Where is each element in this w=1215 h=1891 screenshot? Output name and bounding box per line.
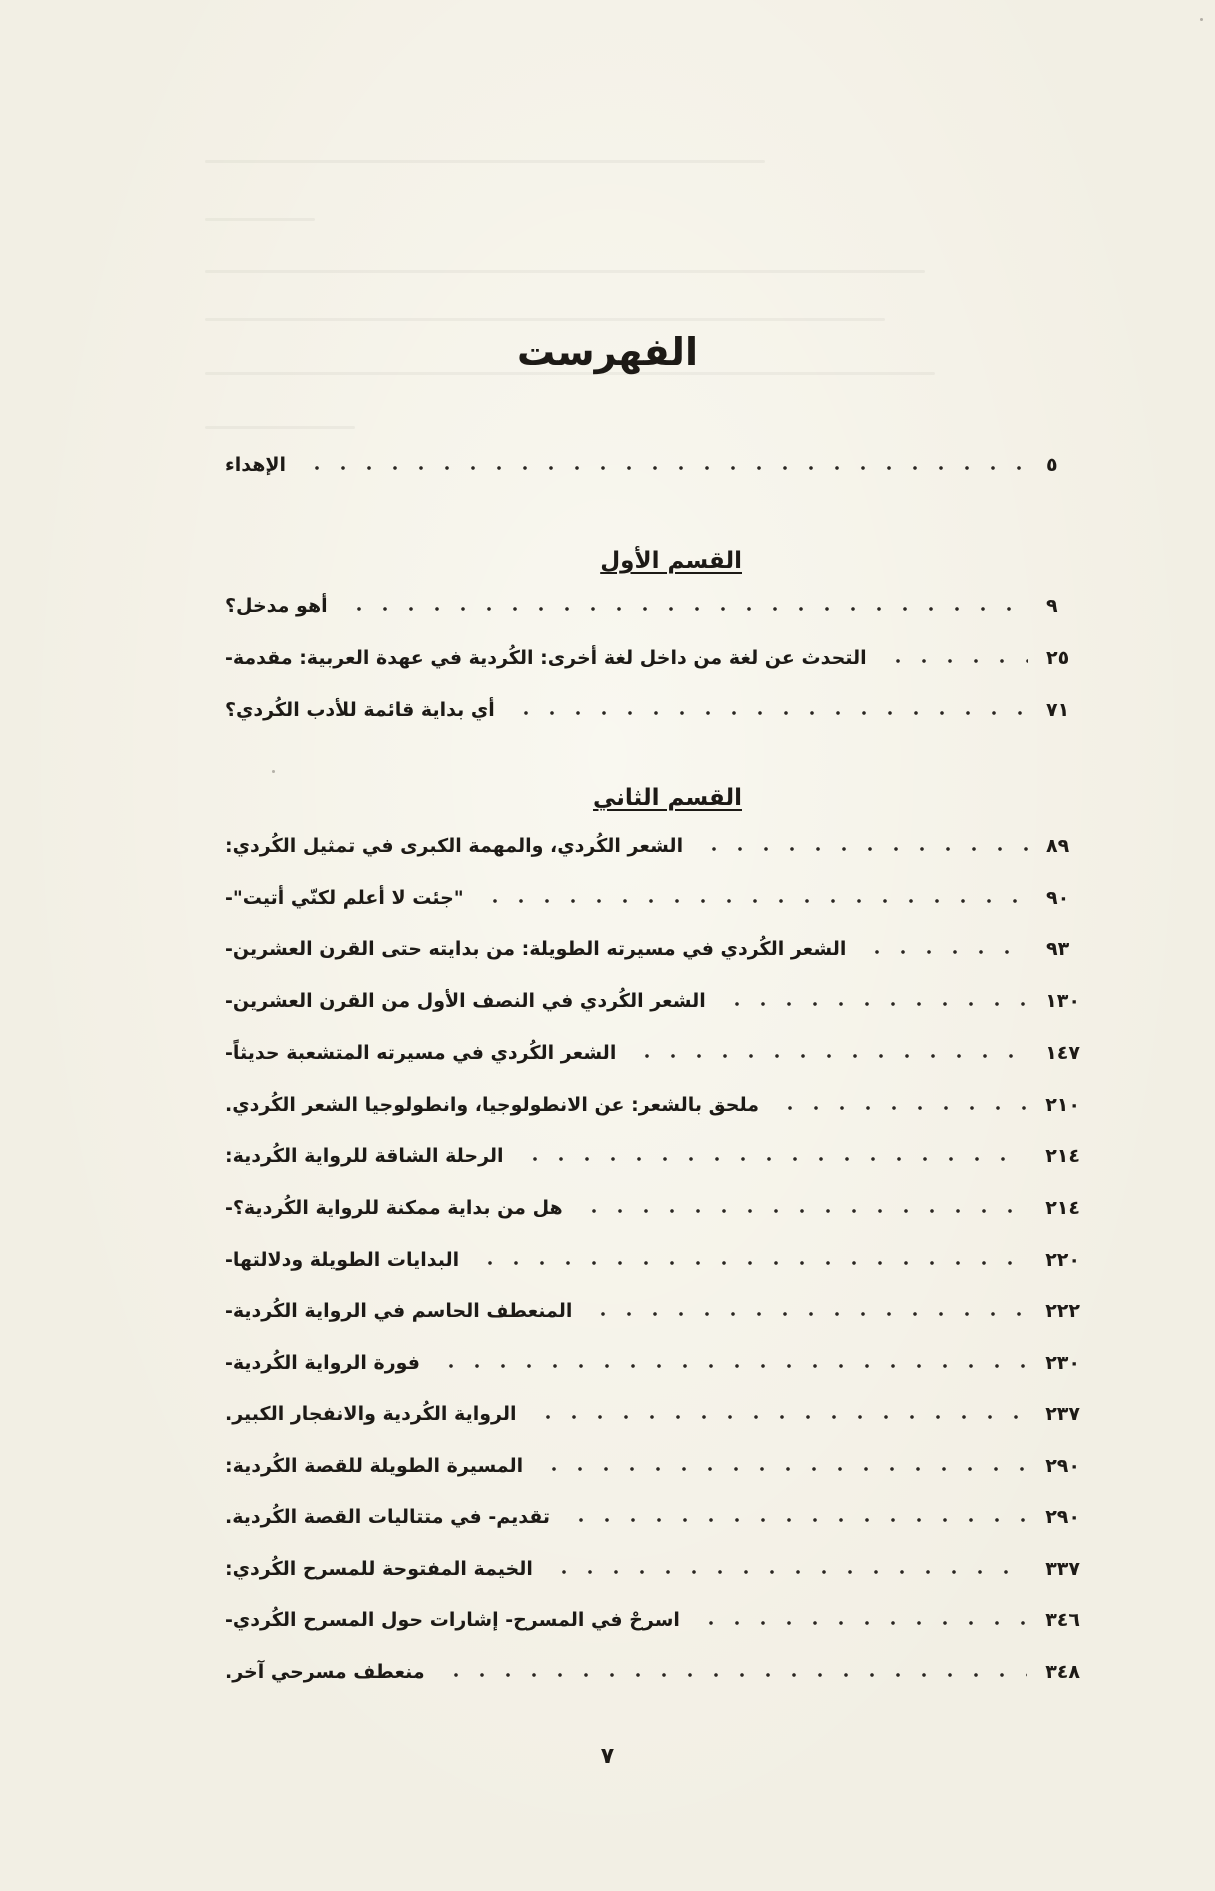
toc-entry: [225, 826, 1080, 866]
dot-leader: [477, 1261, 1027, 1265]
dot-leader: [513, 711, 1028, 715]
toc-entry-page: ٢٢٢: [1045, 1300, 1080, 1322]
dot-leader: [541, 1467, 1027, 1471]
section-heading-part-one: القسم الأول: [600, 548, 742, 574]
toc-entry-page: ٢٣٠: [1045, 1352, 1080, 1374]
toc-entry-page: ٩: [1046, 595, 1058, 617]
page-title: الفهرست: [517, 330, 698, 374]
toc-entry: [225, 586, 1080, 626]
dot-leader: [535, 1415, 1028, 1419]
toc-entry-page: ٧١: [1046, 699, 1070, 721]
toc-entry-page: ٩٠: [1046, 887, 1070, 909]
toc-entry-page: ٢٣٧: [1045, 1403, 1080, 1425]
dot-leader: [698, 1621, 1027, 1625]
dot-leader: [885, 659, 1028, 663]
toc-entry: [225, 1188, 1080, 1228]
toc-entry-label: اسرحْ في المسرح- إشارات حول المسرح الكُردي-: [225, 1609, 680, 1631]
toc-entry-label: هل من بداية ممكنة للرواية الكُردية؟-: [225, 1197, 563, 1219]
toc-entry-page: ١٣٠: [1045, 990, 1080, 1012]
toc-entry: [225, 1291, 1080, 1331]
toc-entry-label: المسيرة الطويلة للقصة الكُردية:: [225, 1455, 524, 1477]
toc-entry: [225, 1652, 1080, 1692]
toc-entry-label: الشعر الكُردي في مسيرته المتشعبة حديثاً-: [225, 1042, 617, 1064]
toc-entry-page: ٣٣٧: [1045, 1558, 1080, 1580]
toc-entry: [225, 1136, 1080, 1176]
toc-entry: [225, 1549, 1080, 1589]
toc-entry-page: ٥: [1046, 454, 1058, 476]
dot-leader: [304, 466, 1028, 470]
dot-leader: [634, 1054, 1027, 1058]
dot-leader: [581, 1209, 1028, 1213]
toc-entry-page: ٢٩٠: [1045, 1455, 1080, 1477]
toc-entry-page: ٢١٠: [1045, 1094, 1080, 1116]
toc-entry-page: ١٤٧: [1045, 1042, 1080, 1064]
toc-entry-page: ٣٤٦: [1045, 1609, 1080, 1631]
toc-entry: [225, 638, 1080, 678]
toc-entry-label: فورة الرواية الكُردية-: [225, 1352, 420, 1374]
dot-leader: [777, 1106, 1027, 1110]
bleed-through-line: [205, 426, 355, 429]
toc-entry-label: الشعر الكُردي، والمهمة الكبرى في تمثيل الكُردي:: [225, 835, 684, 857]
toc-entry-label: تقديم- في متتاليات القصة الكُردية.: [225, 1506, 551, 1528]
toc-entry-page: ٢١٤: [1045, 1145, 1080, 1167]
toc-entry-label: ملحق بالشعر: عن الانطولوجيا، وانطولوجيا الشعر الكُردي.: [225, 1094, 759, 1116]
toc-entry-label: "جئت لا أعلم لكنّي أتيت"-: [225, 887, 464, 909]
dot-leader: [724, 1002, 1027, 1006]
toc-entry: [225, 1394, 1080, 1434]
toc-entry: [225, 981, 1080, 1021]
toc-entry-page: ٢٢٠: [1045, 1249, 1080, 1271]
dot-leader: [551, 1570, 1027, 1574]
toc-entry-label: الشعر الكُردي في النصف الأول من القرن العشرين-: [225, 990, 706, 1012]
toc-entry-label: المنعطف الحاسم في الرواية الكُردية-: [225, 1300, 573, 1322]
toc-entry-label: الإهداء: [225, 454, 287, 476]
bleed-through-line: [205, 160, 765, 163]
dot-leader: [701, 847, 1028, 851]
toc-entry-label: الشعر الكُردي في مسيرته الطويلة: من بدايته حتى القرن العشرين-: [225, 938, 847, 960]
dot-leader: [443, 1673, 1028, 1677]
dot-leader: [522, 1157, 1028, 1161]
dot-leader: [590, 1312, 1027, 1316]
toc-entry-label: منعطف مسرحي آخر.: [225, 1661, 425, 1683]
toc-entry: [225, 1343, 1080, 1383]
toc-entry-page: ٩٣: [1046, 938, 1070, 960]
toc-entry: [225, 1497, 1080, 1537]
dot-leader: [346, 607, 1028, 611]
dot-leader: [438, 1364, 1027, 1368]
toc-entry: [225, 1446, 1080, 1486]
paper-speck: [1200, 18, 1203, 21]
toc-entry: [225, 1085, 1080, 1125]
toc-entry: [225, 1240, 1080, 1280]
dot-leader: [482, 899, 1028, 903]
toc-entry-page: ٢٥: [1046, 647, 1070, 669]
toc-entry-page: ٣٤٨: [1045, 1661, 1080, 1683]
dot-leader: [864, 950, 1028, 954]
toc-entry-page: ٨٩: [1046, 835, 1070, 857]
toc-entry: [225, 929, 1080, 969]
section-heading-part-two: القسم الثاني: [593, 785, 742, 811]
dot-leader: [568, 1518, 1027, 1522]
bleed-through-line: [205, 218, 315, 221]
toc-entry: [225, 878, 1080, 918]
toc-entry-label: أي بداية قائمة للأدب الكُردي؟: [225, 699, 495, 721]
toc-entry-label: الخيمة المفتوحة للمسرح الكُردي:: [225, 1558, 533, 1580]
toc-entry-label: أهو مدخل؟: [225, 595, 328, 617]
bleed-through-line: [205, 270, 925, 273]
toc-entry: [225, 690, 1080, 730]
toc-entry-label: الرحلة الشاقة للرواية الكُردية:: [225, 1145, 504, 1167]
page-number: ٧: [600, 1744, 615, 1769]
toc-entry-page: ٢١٤: [1045, 1197, 1080, 1219]
toc-entry-label: الرواية الكُردية والانفجار الكبير.: [225, 1403, 517, 1425]
toc-entry: [225, 1033, 1080, 1073]
toc-entry-label: التحدث عن لغة من داخل لغة أخرى: الكُردية في عهدة العربية: مقدمة-: [225, 647, 867, 669]
toc-entry-page: ٢٩٠: [1045, 1506, 1080, 1528]
toc-entry: [225, 1600, 1080, 1640]
toc-entry-label: البدايات الطويلة ودلالتها-: [225, 1249, 460, 1271]
bleed-through-line: [205, 318, 885, 321]
paper-speck: [272, 770, 275, 773]
toc-entry-dedication: [225, 445, 1080, 485]
